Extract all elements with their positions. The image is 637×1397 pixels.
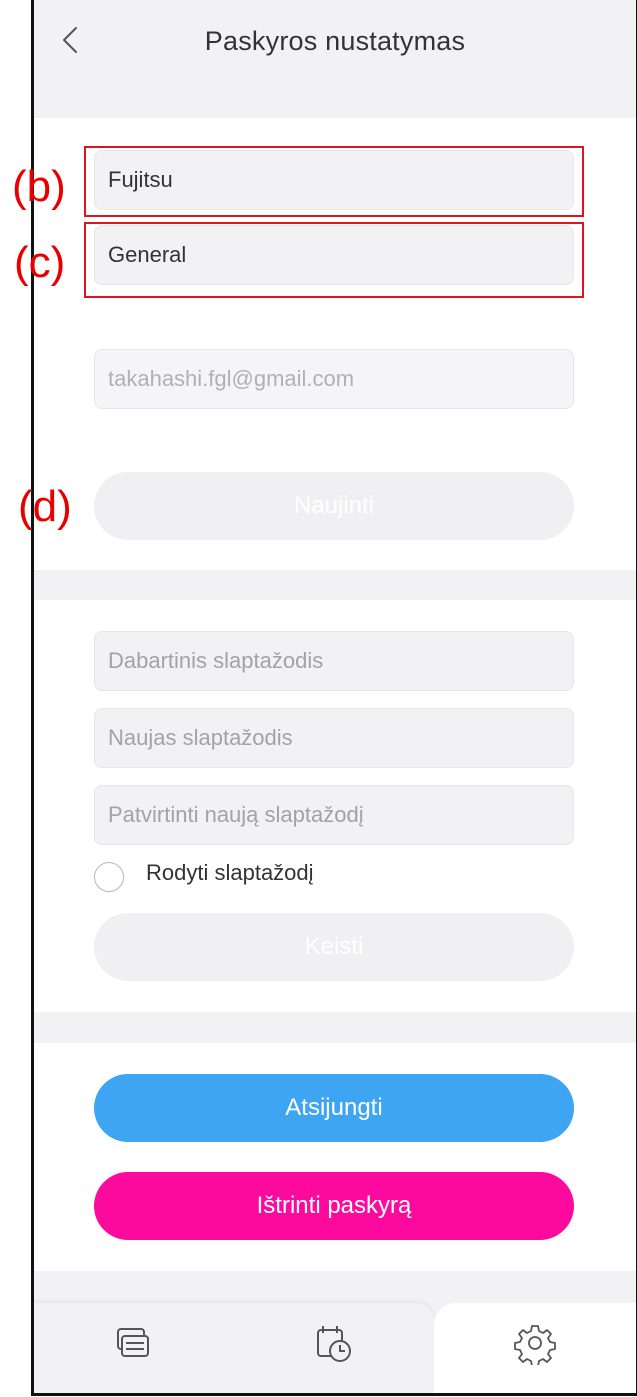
app-header xyxy=(34,0,636,118)
timer-icon[interactable] xyxy=(311,1321,355,1365)
account-actions-section xyxy=(34,1043,636,1271)
logout-button[interactable]: Atsijungti xyxy=(94,1074,574,1142)
settings-icon[interactable] xyxy=(513,1321,557,1365)
annotation-label-c: (c) xyxy=(14,238,66,287)
current-password-field[interactable]: Dabartinis slaptažodis xyxy=(94,631,574,691)
password-section xyxy=(34,600,636,1012)
annotation-label-d: (d) xyxy=(18,482,72,531)
last-name-field[interactable]: General xyxy=(94,225,574,285)
show-password-label: Rodyti slaptažodį xyxy=(146,860,314,885)
email-field: takahashi.fgl@gmail.com xyxy=(94,349,574,409)
devices-icon[interactable] xyxy=(111,1321,155,1365)
annotation-label-b: (b) xyxy=(12,162,66,211)
annotation-box-c xyxy=(84,222,584,298)
new-password-field[interactable]: Naujas slaptažodis xyxy=(94,708,574,768)
annotation-box-b xyxy=(84,146,584,217)
confirm-password-field[interactable]: Patvirtinti naują slaptažodį xyxy=(94,785,574,845)
delete-account-button[interactable]: Ištrinti paskyrą xyxy=(94,1172,574,1240)
page-title: Paskyros nustatymas xyxy=(204,26,466,56)
nav-inactive-strip xyxy=(34,1303,434,1393)
update-button[interactable]: Naujinti xyxy=(94,472,574,540)
bottom-nav xyxy=(34,1271,636,1393)
first-name-field[interactable]: Fujitsu xyxy=(94,150,574,210)
show-password-radio[interactable] xyxy=(94,862,124,892)
change-password-button[interactable]: Keisti xyxy=(94,913,574,981)
